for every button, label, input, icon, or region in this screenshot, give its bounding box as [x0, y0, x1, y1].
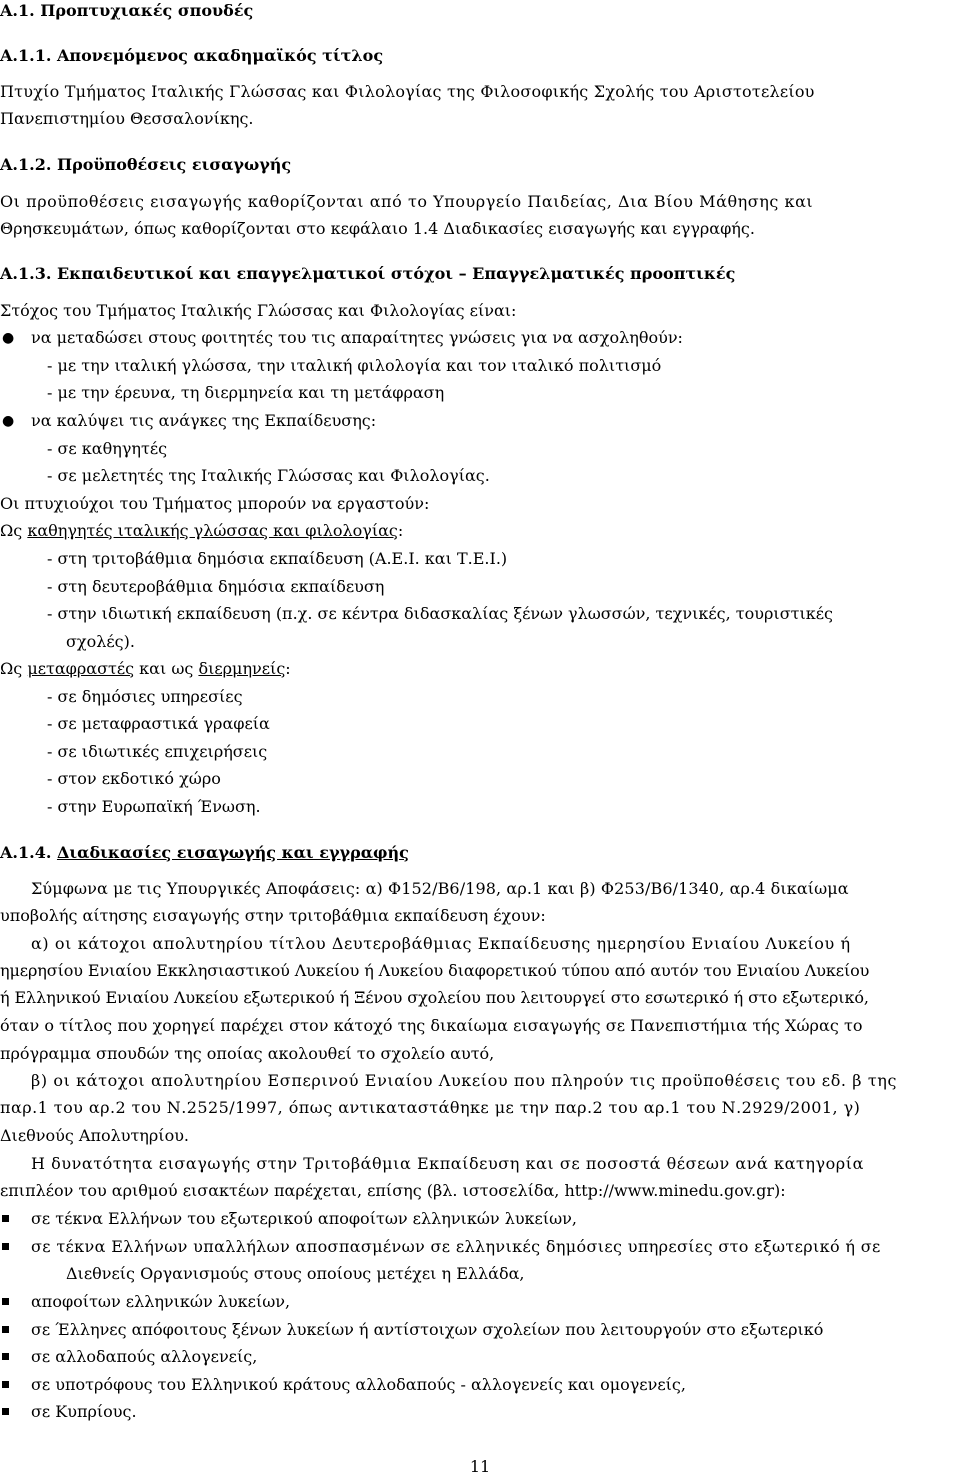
paragraph-line: όταν ο τίτλος που χορηγεί παρέχει στον κάτοχό της δικαίωμα εισαγωγής σε Πανεπιστήμια τής Χώρας το [0, 1016, 863, 1035]
list-item: αποφοίτων ελληνικών λυκείων, [31, 1292, 291, 1311]
bullet-square-icon [2, 1408, 9, 1415]
paragraph-line: Σύμφωνα με τις Υπουργικές Αποφάσεις: α) Φ152/Β6/198, αρ.1 και β) Φ253/Β6/1340, αρ.4 δικαίωμα [31, 879, 849, 898]
heading-number: Α.1.4. [0, 843, 57, 862]
paragraph-line: υποβολής αίτησης εισαγωγής στην τριτοβάθμια εκπαίδευση έχουν: [0, 906, 546, 925]
paragraph-line: Διεθνούς Απολυτηρίου. [0, 1126, 190, 1145]
underlined-text: καθηγητές ιταλικής γλώσσας και φιλολογίας [27, 521, 398, 540]
text-span: Ως [0, 659, 28, 678]
page-number: 11 [469, 1457, 491, 1476]
paragraph-line: Η δυνατότητα εισαγωγής στην Τριτοβάθμια Εκπαίδευση και σε ποσοστά θέσεων ανά κατηγορία [31, 1154, 864, 1173]
section-heading-a12: Α.1.2. Προϋποθέσεις εισαγωγής [0, 155, 292, 174]
list-subitem: - στον εκδοτικό χώρο [47, 769, 221, 788]
list-item: να καλύψει τις ανάγκες της Εκπαίδευσης: [31, 411, 377, 430]
bullet-square-icon [2, 1243, 9, 1250]
list-subitem: - σε μεταφραστικά γραφεία [47, 714, 270, 733]
paragraph-line: Πανεπιστημίου Θεσσαλονίκης. [0, 109, 254, 128]
translators-line [0, 658, 291, 680]
paragraph-line: πρόγραμμα σπουδών της οποίας ακολουθεί το σχολείο αυτό, [0, 1044, 495, 1063]
list-item: σε τέκνα Ελλήνων υπαλλήλων αποσπασμένων σε ελληνικές δημόσιες υπηρεσίες στο εξωτερικό ή σε [31, 1237, 881, 1256]
text-span: και ως [134, 659, 199, 678]
paragraph-line: παρ.1 του αρ.2 του Ν.2525/1997, όπως αντικαταστάθηκε με την παρ.2 του αρ.1 του Ν.2929/2001, γ) [0, 1098, 861, 1117]
list-subitem: - σε δημόσιες υπηρεσίες [47, 687, 243, 706]
paragraph-line: β) οι κάτοχοι απολυτηρίου Εσπερινού Ενιαίου Λυκείου που πληρούν τις προϋποθέσεις του εδ. β της [31, 1071, 898, 1090]
list-subitem: - σε καθηγητές [47, 439, 168, 458]
paragraph-line: Πτυχίο Τμήματος Ιταλικής Γλώσσας και Φιλολογίας της Φιλοσοφικής Σχολής του Αριστοτελείου [0, 82, 815, 101]
list-item: σε αλλοδαπούς αλλογενείς, [31, 1347, 258, 1366]
list-subitem: - σε ιδιωτικές επιχειρήσεις [47, 742, 268, 761]
bullet-square-icon [2, 1298, 9, 1305]
paragraph-line: Στόχος του Τμήματος Ιταλικής Γλώσσας και Φιλολογίας είναι: [0, 301, 517, 320]
list-subitem: - με την ιταλική γλώσσα, την ιταλική φιλολογία και τον ιταλικό πολιτισμό [47, 356, 662, 375]
paragraph-line: ημερησίου Ενιαίου Εκκλησιαστικού Λυκείου ή Λυκείου διαφορετικού τύπου από αυτόν του Ενιαίου Λυκείου [0, 961, 870, 980]
list-item: σε τέκνα Ελλήνων του εξωτερικού αποφοίτων ελληνικών λυκείων, [31, 1209, 577, 1228]
bullet-dot-icon: ● [2, 413, 15, 429]
text-span: : [285, 659, 291, 678]
heading-title: Διαδικασίες εισαγωγής και εγγραφής [56, 843, 409, 862]
bullet-square-icon [2, 1381, 9, 1388]
list-subitem: - στην Ευρωπαϊκή Ένωση. [47, 797, 261, 816]
list-subitem: - σε μελετητές της Ιταλικής Γλώσσας και Φιλολογίας. [47, 466, 490, 485]
paragraph-line: Οι προϋποθέσεις εισαγωγής καθορίζονται από το Υπουργείο Παιδείας, Δια Βίου Μάθησης και [0, 192, 814, 211]
bullet-square-icon [2, 1326, 9, 1333]
list-subitem: - με την έρευνα, τη διερμηνεία και τη μετάφραση [47, 383, 445, 402]
list-subitem: - στη δευτεροβάθμια δημόσια εκπαίδευση [47, 577, 385, 596]
underlined-text: μεταφραστές [27, 659, 135, 678]
section-heading-a14 [0, 842, 409, 864]
section-heading-a11: Α.1.1. Απονεμόμενος ακαδημαϊκός τίτλος [0, 46, 384, 65]
list-item: σε υποτρόφους του Ελληνικού κράτους αλλοδαπούς - αλλογενείς και ομογενείς, [31, 1375, 686, 1394]
teachers-line [0, 520, 403, 542]
list-item: σε Έλληνες απόφοιτους ξένων λυκείων ή αντίστοιχων σχολείων που λειτουργούν στο εξωτερικό [31, 1320, 824, 1339]
paragraph-line: Θρησκευμάτων, όπως καθορίζονται στο κεφάλαιο 1.4 Διαδικασίες εισαγωγής και εγγραφής. [0, 219, 755, 238]
list-item: σε Κυπρίους. [31, 1402, 137, 1421]
list-subitem: - στην ιδιωτική εκπαίδευση (π.χ. σε κέντρα διδασκαλίας ξένων γλωσσών, τεχνικές, τουριστικές [47, 604, 833, 623]
paragraph-line: Οι πτυχιούχοι του Τμήματος μπορούν να εργαστούν: [0, 494, 430, 513]
bullet-square-icon [2, 1215, 9, 1222]
underlined-text: διερμηνείς [198, 659, 286, 678]
section-heading-a1: Α.1. Προπτυχιακές σπουδές [0, 1, 254, 20]
text-span: Ως [0, 521, 28, 540]
list-subitem: - στη τριτοβάθμια δημόσια εκπαίδευση (Α.Ε.Ι. και Τ.Ε.Ι.) [47, 549, 508, 568]
paragraph-line: ή Ελληνικού Ενιαίου Λυκείου εξωτερικού ή Ξένου σχολείου που λειτουργεί στο εσωτερικό ή στο εξωτερικό, [0, 988, 869, 1007]
list-item: να μεταδώσει στους φοιτητές του τις απαραίτητες γνώσεις για να ασχοληθούν: [31, 328, 683, 347]
bullet-square-icon [2, 1353, 9, 1360]
text-span: : [397, 521, 404, 540]
paragraph-line: α) οι κάτοχοι απολυτηρίου τίτλου Δευτεροβάθμιας Εκπαίδευσης ημερησίου Ενιαίου Λυκείου ή [31, 934, 851, 953]
section-heading-a13: Α.1.3. Εκπαιδευτικοί και επαγγελματικοί στόχοι – Επαγγελματικές προοπτικές [0, 264, 736, 283]
list-subitem-continuation: σχολές). [66, 632, 135, 651]
list-item-continuation: Διεθνείς Οργανισμούς στους οποίους μετέχει η Ελλάδα, [66, 1264, 525, 1283]
paragraph-line: επιπλέον του αριθμού εισακτέων παρέχεται, επίσης (βλ. ιστοσελίδα, http://www.minedu.gov.gr): [0, 1181, 786, 1200]
bullet-dot-icon: ● [2, 330, 15, 346]
